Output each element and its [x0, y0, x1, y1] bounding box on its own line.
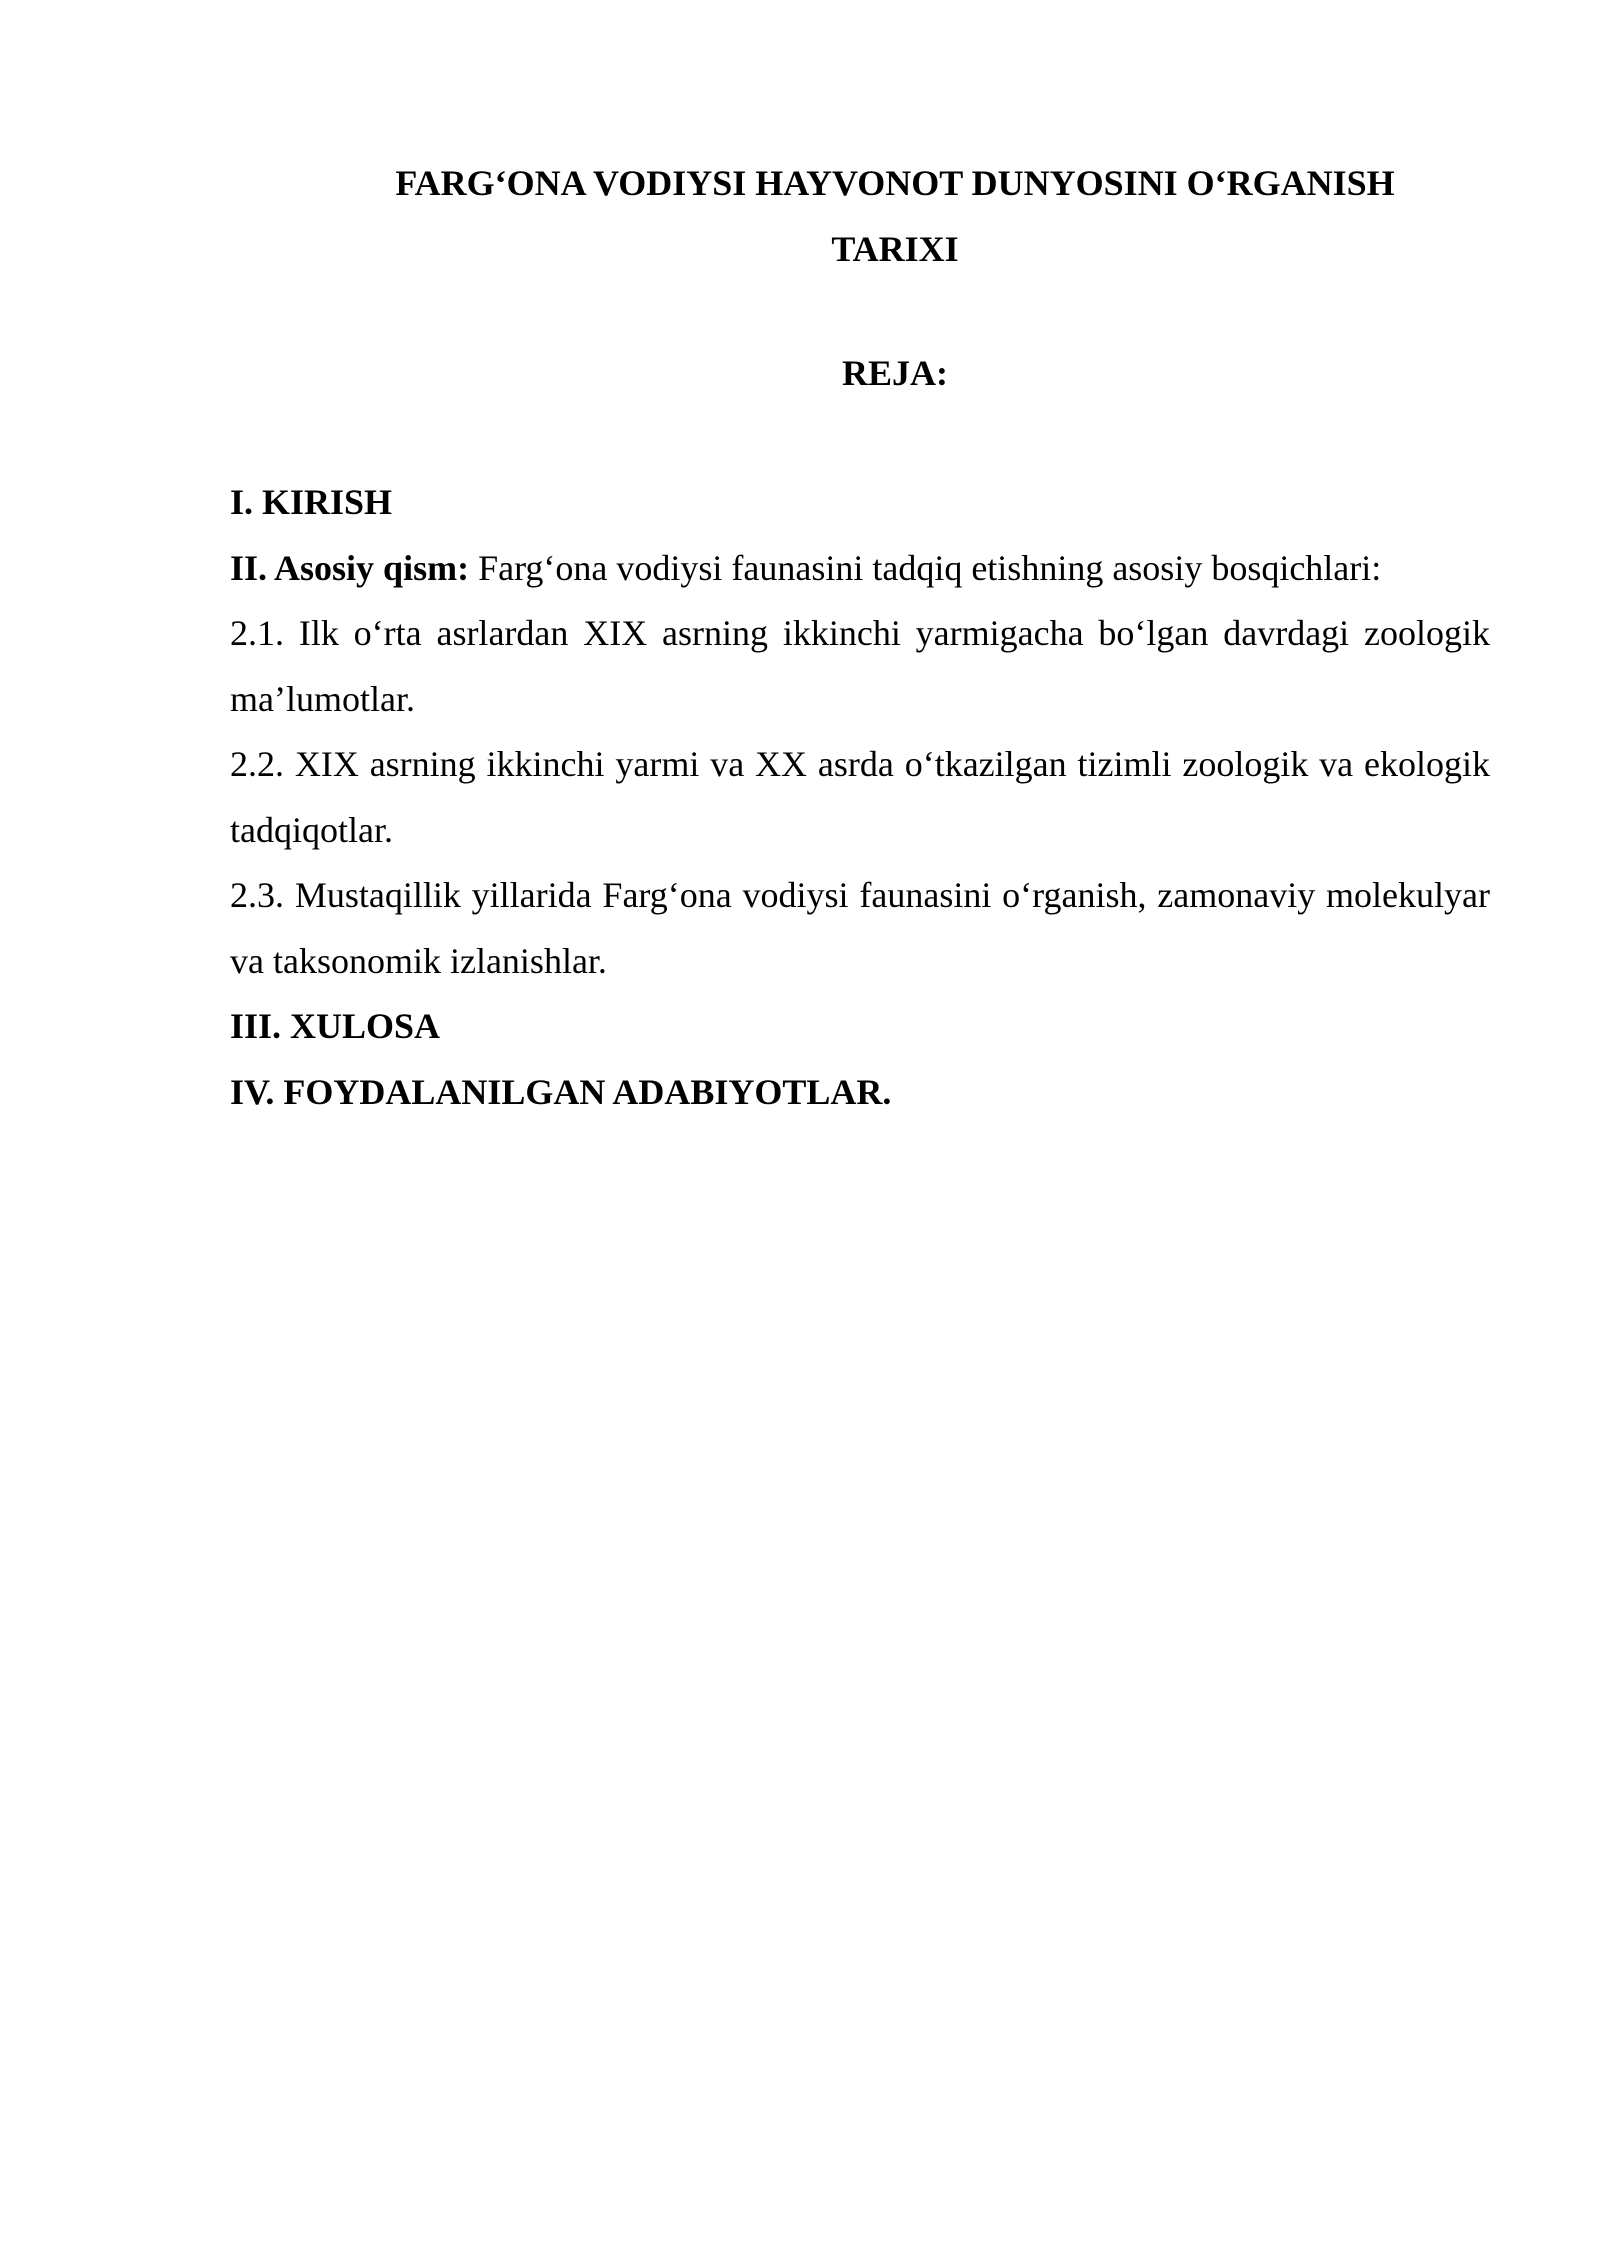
outline-item-2-1: 2.1. Ilk o‘rta asrlardan XIX asrning ikkinchi yarmigacha bo‘lgan davrdagi zoologik ma’lumotlar.	[230, 613, 1490, 719]
plan-heading: REJA:	[842, 353, 948, 393]
title-line-2: TARIXI	[831, 229, 959, 269]
document-title	[230, 150, 1490, 282]
outline-item-conclusion: III. XULOSA	[230, 1006, 441, 1046]
outline-item-references: IV. FOYDALANILGAN ADABIYOTLAR.	[230, 1071, 892, 1112]
plan-outline	[230, 470, 1490, 1125]
title-line-1: FARG‘ONA VODIYSI HAYVONOT DUNYOSINI O‘RGANISH	[395, 163, 1395, 203]
outline-main-label: II. Asosiy qism:	[230, 547, 470, 588]
outline-main-text: Farg‘ona vodiysi faunasini tadqiq etishning asosiy bosqichlari:	[469, 547, 1382, 588]
document-page	[230, 0, 1490, 2262]
outline-item-2-2: 2.2. XIX asrning ikkinchi yarmi va XX asrda o‘tkazilgan tizimli zoologik va ekologik tadqiqotlar.	[230, 744, 1490, 850]
outline-item-main	[230, 536, 1490, 602]
outline-item-2-3: 2.3. Mustaqillik yillarida Farg‘ona vodiysi faunasini o‘rganish, zamonaviy molekulyar va taksonomik izlanishlar.	[230, 875, 1490, 981]
outline-item-intro: I. KIRISH	[230, 482, 393, 522]
